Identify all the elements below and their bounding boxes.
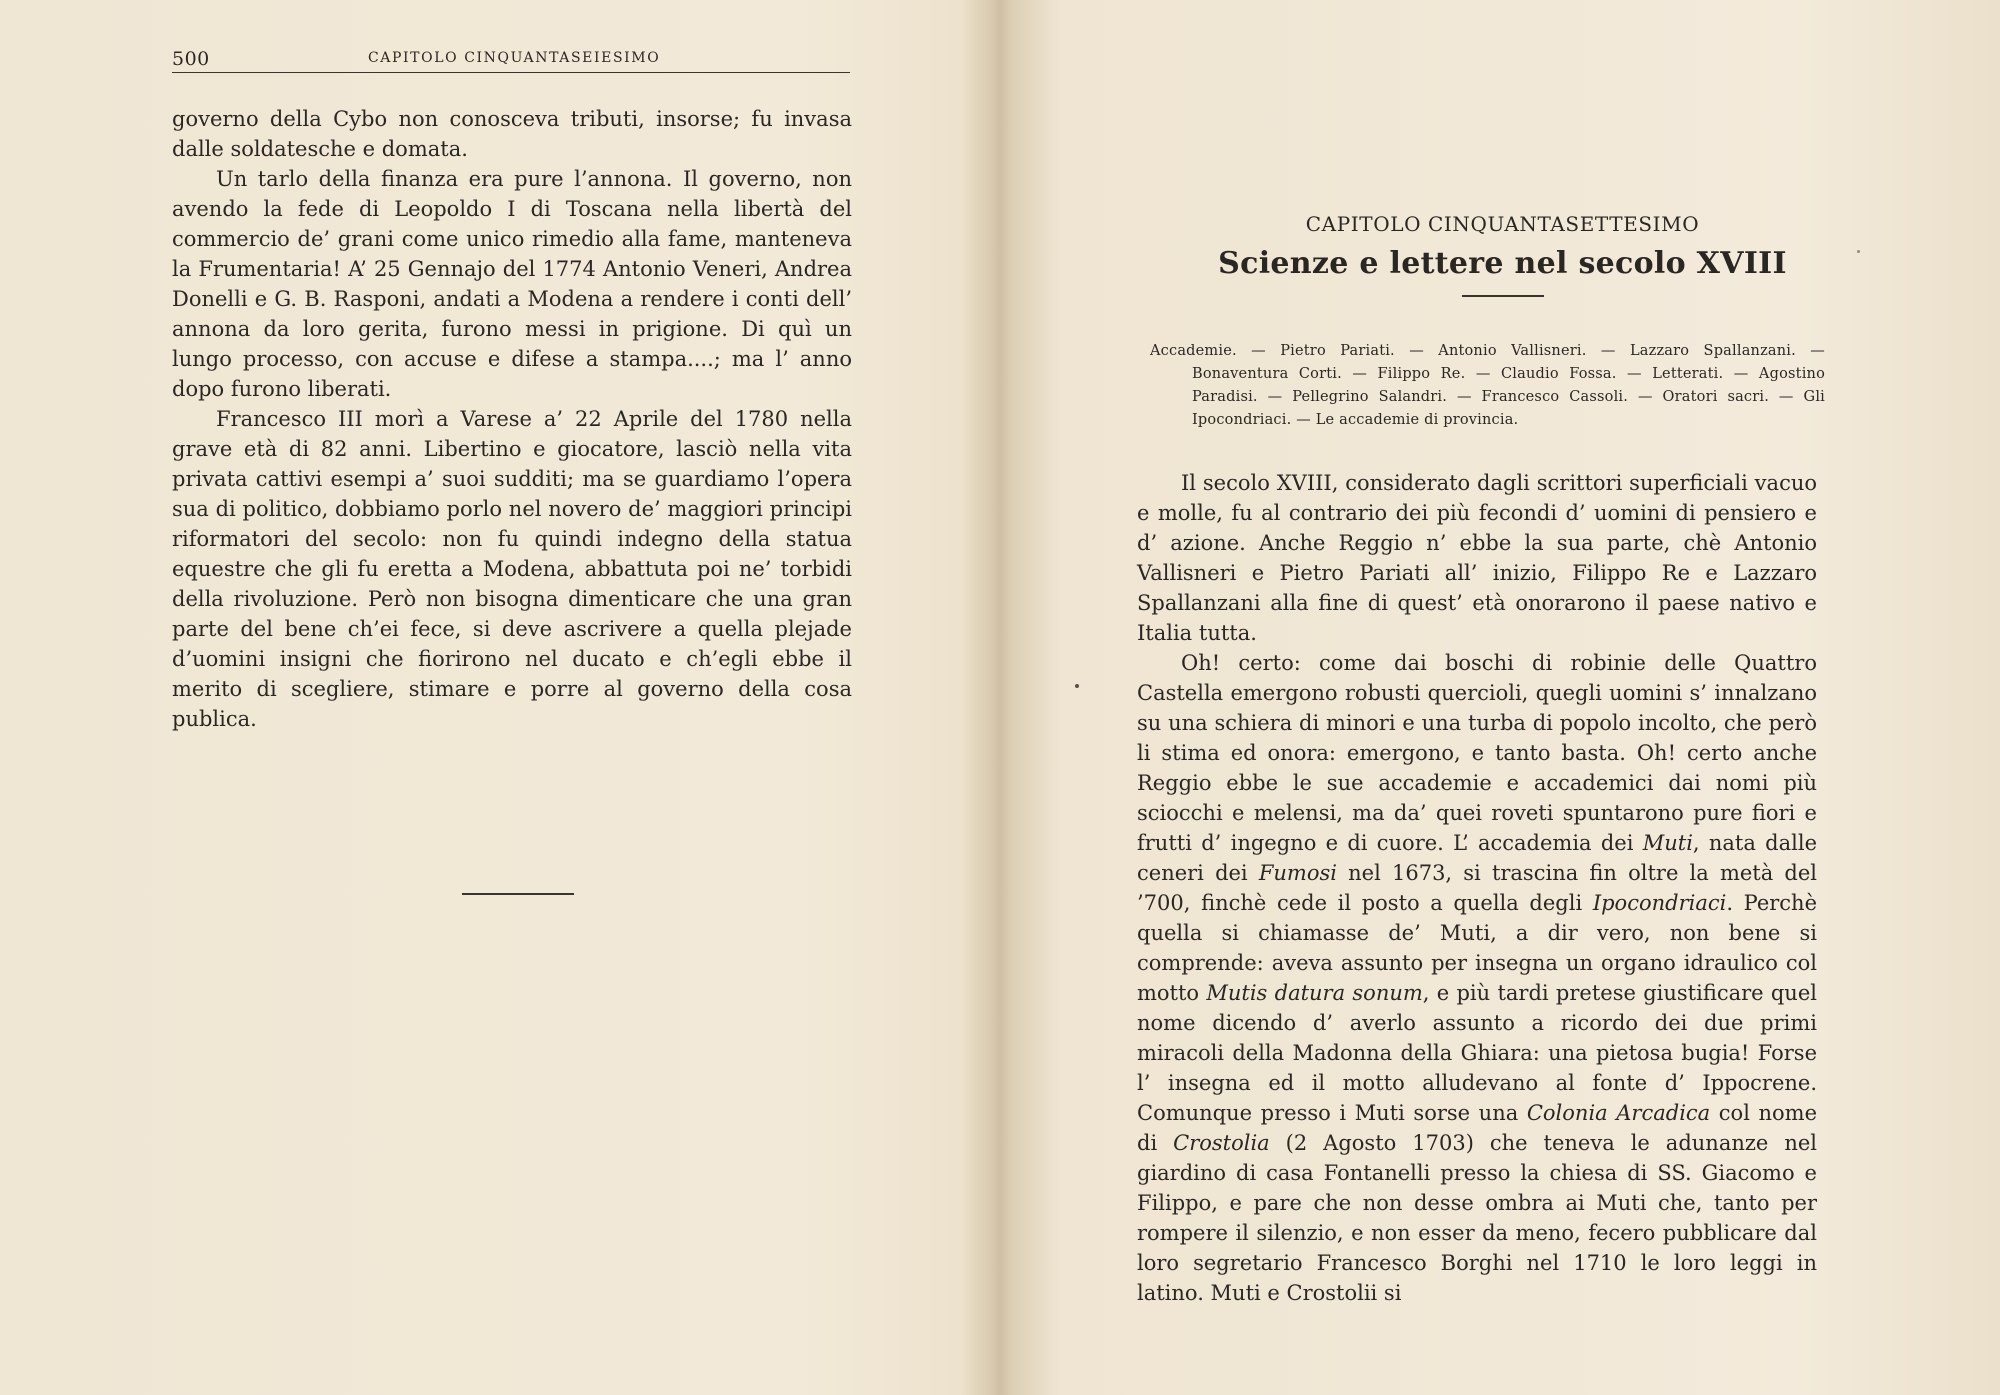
text-run: Oh! certo: come dai boschi di robinie delle Quattro Castella emergono robusti quercioli, quegli uomini s’ innalzano su una schiera di minori e una turba di popolo incolto, che però li stima ed onora: emergono, e tanto basta. Oh! certo anche Reggio ebbe le sue accademie e accademici dai nomi più sciocchi e melensi, ma da’ quei roveti spuntarono pure fiori e frutti d’ ingegno e di cuore. L’ accademia dei [1137,651,1817,855]
left-page [0,0,995,1395]
italic-term: Fumosi [1258,861,1337,885]
paragraph: Un tarlo della finanza era pure l’annona. Il governo, non avendo la fede di Leopoldo I di Toscana nella libertà del commercio de’ grani come unico rimedio alla fame, manteneva la Frumentaria! A’ 25 Gennajo del 1774 Antonio Veneri, Andrea Donelli e G. B. Rasponi, andati a Modena a rendere i conti dell’ annona da loro gerita, furono messi in prigione. Di quì un lungo processo, con accuse e difese a stampa....; ma l’ anno dopo furono liberati. [172,167,852,401]
text-run: , nata dalle ceneri dei [1137,831,1817,885]
text-run: nel 1673, si trascina fin oltre la metà del ’700, finchè cede il posto a quella degli [1137,861,1817,915]
chapter-number: CAPITOLO CINQUANTASETTESIMO [1305,212,1700,236]
italic-term: Crostolia [1173,1131,1270,1155]
italic-term: Colonia Arcadica [1526,1101,1711,1125]
paragraph: Francesco III morì a Varese a’ 22 Aprile del 1780 nella grave età di 82 anni. Libertino e giocatore, lasciò nella vita privata cattivi esempi a’ suoi sudditi; ma se guardiamo l’opera sua di politico, dobbiamo porlo nel novero de’ maggiori principi riformatori del secolo: non fu quindi indegno della statua equestre che gli fu eretta a Modena, abbattuta poi ne’ torbidi della rivoluzione. Però non bisogna dimenticare che una gran parte del bene ch’ei fece, si deve ascrivere a quella plejade d’uomini insigni che fiorirono nel ducato e ch’egli ebbe il merito di scegliere, stimare e porre al governo della cosa publica. [172,407,852,731]
chapter-end-rule [462,893,574,895]
ink-speck [1857,250,1860,253]
text-run: col nome di [1137,1101,1818,1155]
italic-term: Mutis datura sonum [1206,981,1423,1005]
text-run: (2 Agosto 1703) che teneva le adunanze nel giardino di casa Fontanelli presso la chiesa di SS. Giacomo e Filippo, e pare che non desse ombra ai Muti che, tanto per rompere il silenzio, e non esser da meno, fecero pubblicare dal loro segretario Francesco Borghi nel 1710 le loro leggi in latino. Muti e Crostolii si [1137,1131,1817,1305]
paragraph: governo della Cybo non conosceva tributi, insorse; fu invasa dalle soldatesche e domata. [172,107,852,161]
paragraph [1137,648,1817,1308]
ink-speck [1075,684,1079,688]
italic-term: Muti [1642,831,1693,855]
chapter-title: Scienze e lettere nel secolo XVIII [1218,246,1787,281]
chapter-heading [995,212,2000,297]
paragraph: Il secolo XVIII, considerato dagli scrittori superficiali vacuo e molle, fu al contrario dei più fecondi d’ uomini di pensiero e d’ azione. Anche Reggio n’ ebbe la sua parte, chè Antonio Vallisneri e Pietro Pariati all’ inizio, Filippo Re e Lazzaro Spallanzani alla fine di quest’ età onorarono il paese nativo e Italia tutta. [1137,471,1817,645]
right-page [995,0,2000,1395]
running-head-title: CAPITOLO CINQUANTASEIESIMO [368,50,661,66]
right-body-text [1137,468,1817,1308]
left-body-text [172,104,852,734]
running-head [172,44,850,73]
title-rule [1462,295,1544,297]
italic-term: Ipocondriaci [1592,891,1727,915]
summary-text: Accademie. — Pietro Pariati. — Antonio Vallisneri. — Lazzaro Spallanzani. — Bonaventura Corti. — Filippo Re. — Claudio Fossa. — Letterati. — Agostino Paradisi. — Pellegrino Salandri. — Francesco Cassoli. — Oratori sacri. — Gli Ipocondriaci. — Le accademie di provincia. [1150,343,1825,428]
text-run: . Perchè quella si chiamasse de’ Muti, a dir vero, non bene si comprende: aveva assunto per insegna un organo idraulico col motto [1137,891,1818,1005]
text-run: , e più tardi pretese giustificare quel nome dicendo d’ averlo assunto a ricordo dei due primi miracoli della Madonna della Ghiara: una pietosa bugia! Forse l’ insegna ed il motto alludevano al fonte d’ Ippocrene. Comunque presso i Muti sorse una [1137,981,1817,1125]
page-number: 500 [172,48,210,70]
chapter-summary [1150,340,1825,432]
